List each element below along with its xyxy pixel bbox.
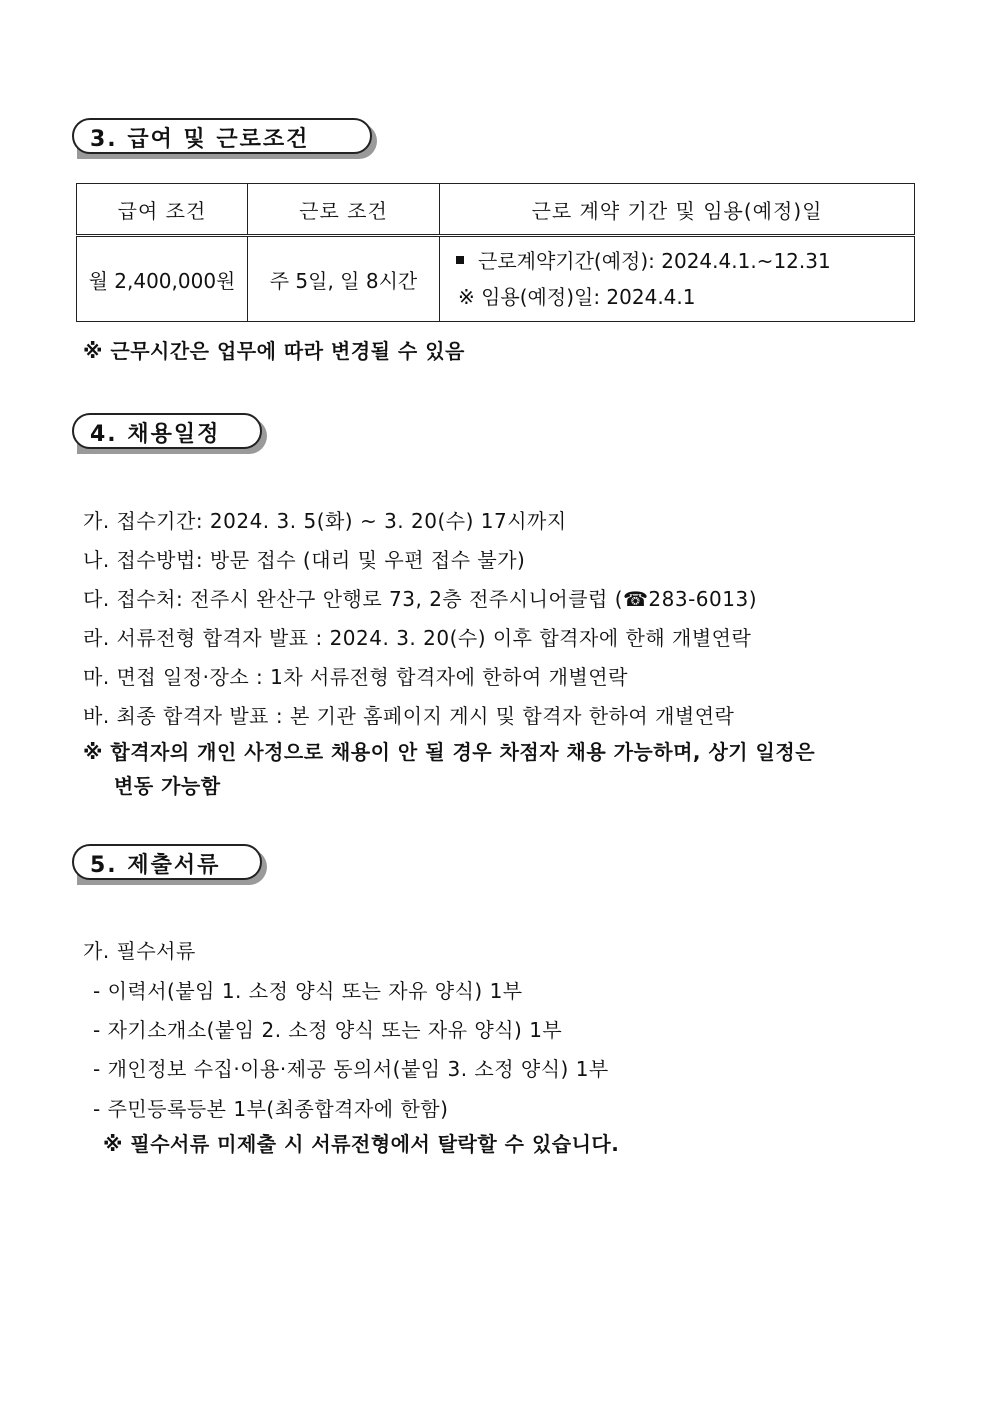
schedule-item: 다. 접수처: 전주시 완산구 안행로 73, 2층 전주시니어클럽 (☎283-6013)	[83, 587, 758, 611]
schedule-item: 라. 서류전형 합격자 발표 : 2024. 3. 20(수) 이후 합격자에 한해 개별연락	[83, 626, 752, 650]
schedule-item: 가. 접수기간: 2024. 3. 5(화) ~ 3. 20(수) 17시까지	[83, 509, 567, 533]
schedule-item: 마. 면접 일정·장소 : 1차 서류전형 합격자에 한하여 개별연락	[83, 665, 628, 689]
documents-subtitle: 가. 필수서류	[83, 939, 196, 963]
schedule-note-line2: 변동 가능함	[114, 774, 221, 798]
schedule-item: 나. 접수방법: 방문 접수 (대리 및 우편 접수 불가)	[83, 548, 526, 572]
header-contract: 근로 계약 기간 및 임용(예정)일	[440, 184, 915, 236]
header-salary: 급여 조건	[77, 184, 248, 236]
table-row	[77, 236, 915, 322]
section-3-heading	[72, 118, 372, 154]
table-header-row	[77, 184, 915, 236]
salary-conditions-table	[76, 183, 915, 322]
section-4-title: 4. 채용일정	[90, 422, 221, 447]
cell-salary: 월 2,400,000원	[77, 236, 248, 322]
cell-contract	[440, 236, 915, 322]
section-5-title: 5. 제출서류	[90, 853, 221, 878]
header-work: 근로 조건	[248, 184, 440, 236]
documents-note: ※ 필수서류 미제출 시 서류전형에서 탈락할 수 있습니다.	[103, 1132, 620, 1156]
section-3-title: 3. 급여 및 근로조건	[90, 127, 310, 152]
schedule-item: 바. 최종 합격자 발표 : 본 기관 홈페이지 게시 및 합격자 한하여 개별연락	[83, 704, 735, 728]
document-item: - 이력서(붙임 1. 소정 양식 또는 자유 양식) 1부	[93, 979, 523, 1003]
cell-work: 주 5일, 일 8시간	[248, 236, 440, 322]
section-3-note: ※ 근무시간은 업무에 따라 변경될 수 있음	[83, 339, 465, 363]
contract-text: 근로계약기간(예정): 2024.4.1.~12.31	[478, 249, 831, 273]
document-item: - 개인정보 수집·이용·제공 동의서(붙임 3. 소정 양식) 1부	[93, 1057, 609, 1081]
schedule-note-line1: ※ 합격자의 개인 사정으로 채용이 안 될 경우 차점자 채용 가능하며, 상기 일정은	[83, 740, 816, 764]
square-bullet-icon	[456, 256, 464, 264]
contract-line	[456, 243, 913, 279]
document-item: - 주민등록등본 1부(최종합격자에 한함)	[93, 1097, 449, 1121]
section-5-heading	[72, 844, 262, 880]
appoint-line: ※ 임용(예정)일: 2024.4.1	[458, 285, 696, 309]
document-item: - 자기소개소(붙임 2. 소정 양식 또는 자유 양식) 1부	[93, 1018, 563, 1042]
section-4-heading	[72, 413, 262, 449]
